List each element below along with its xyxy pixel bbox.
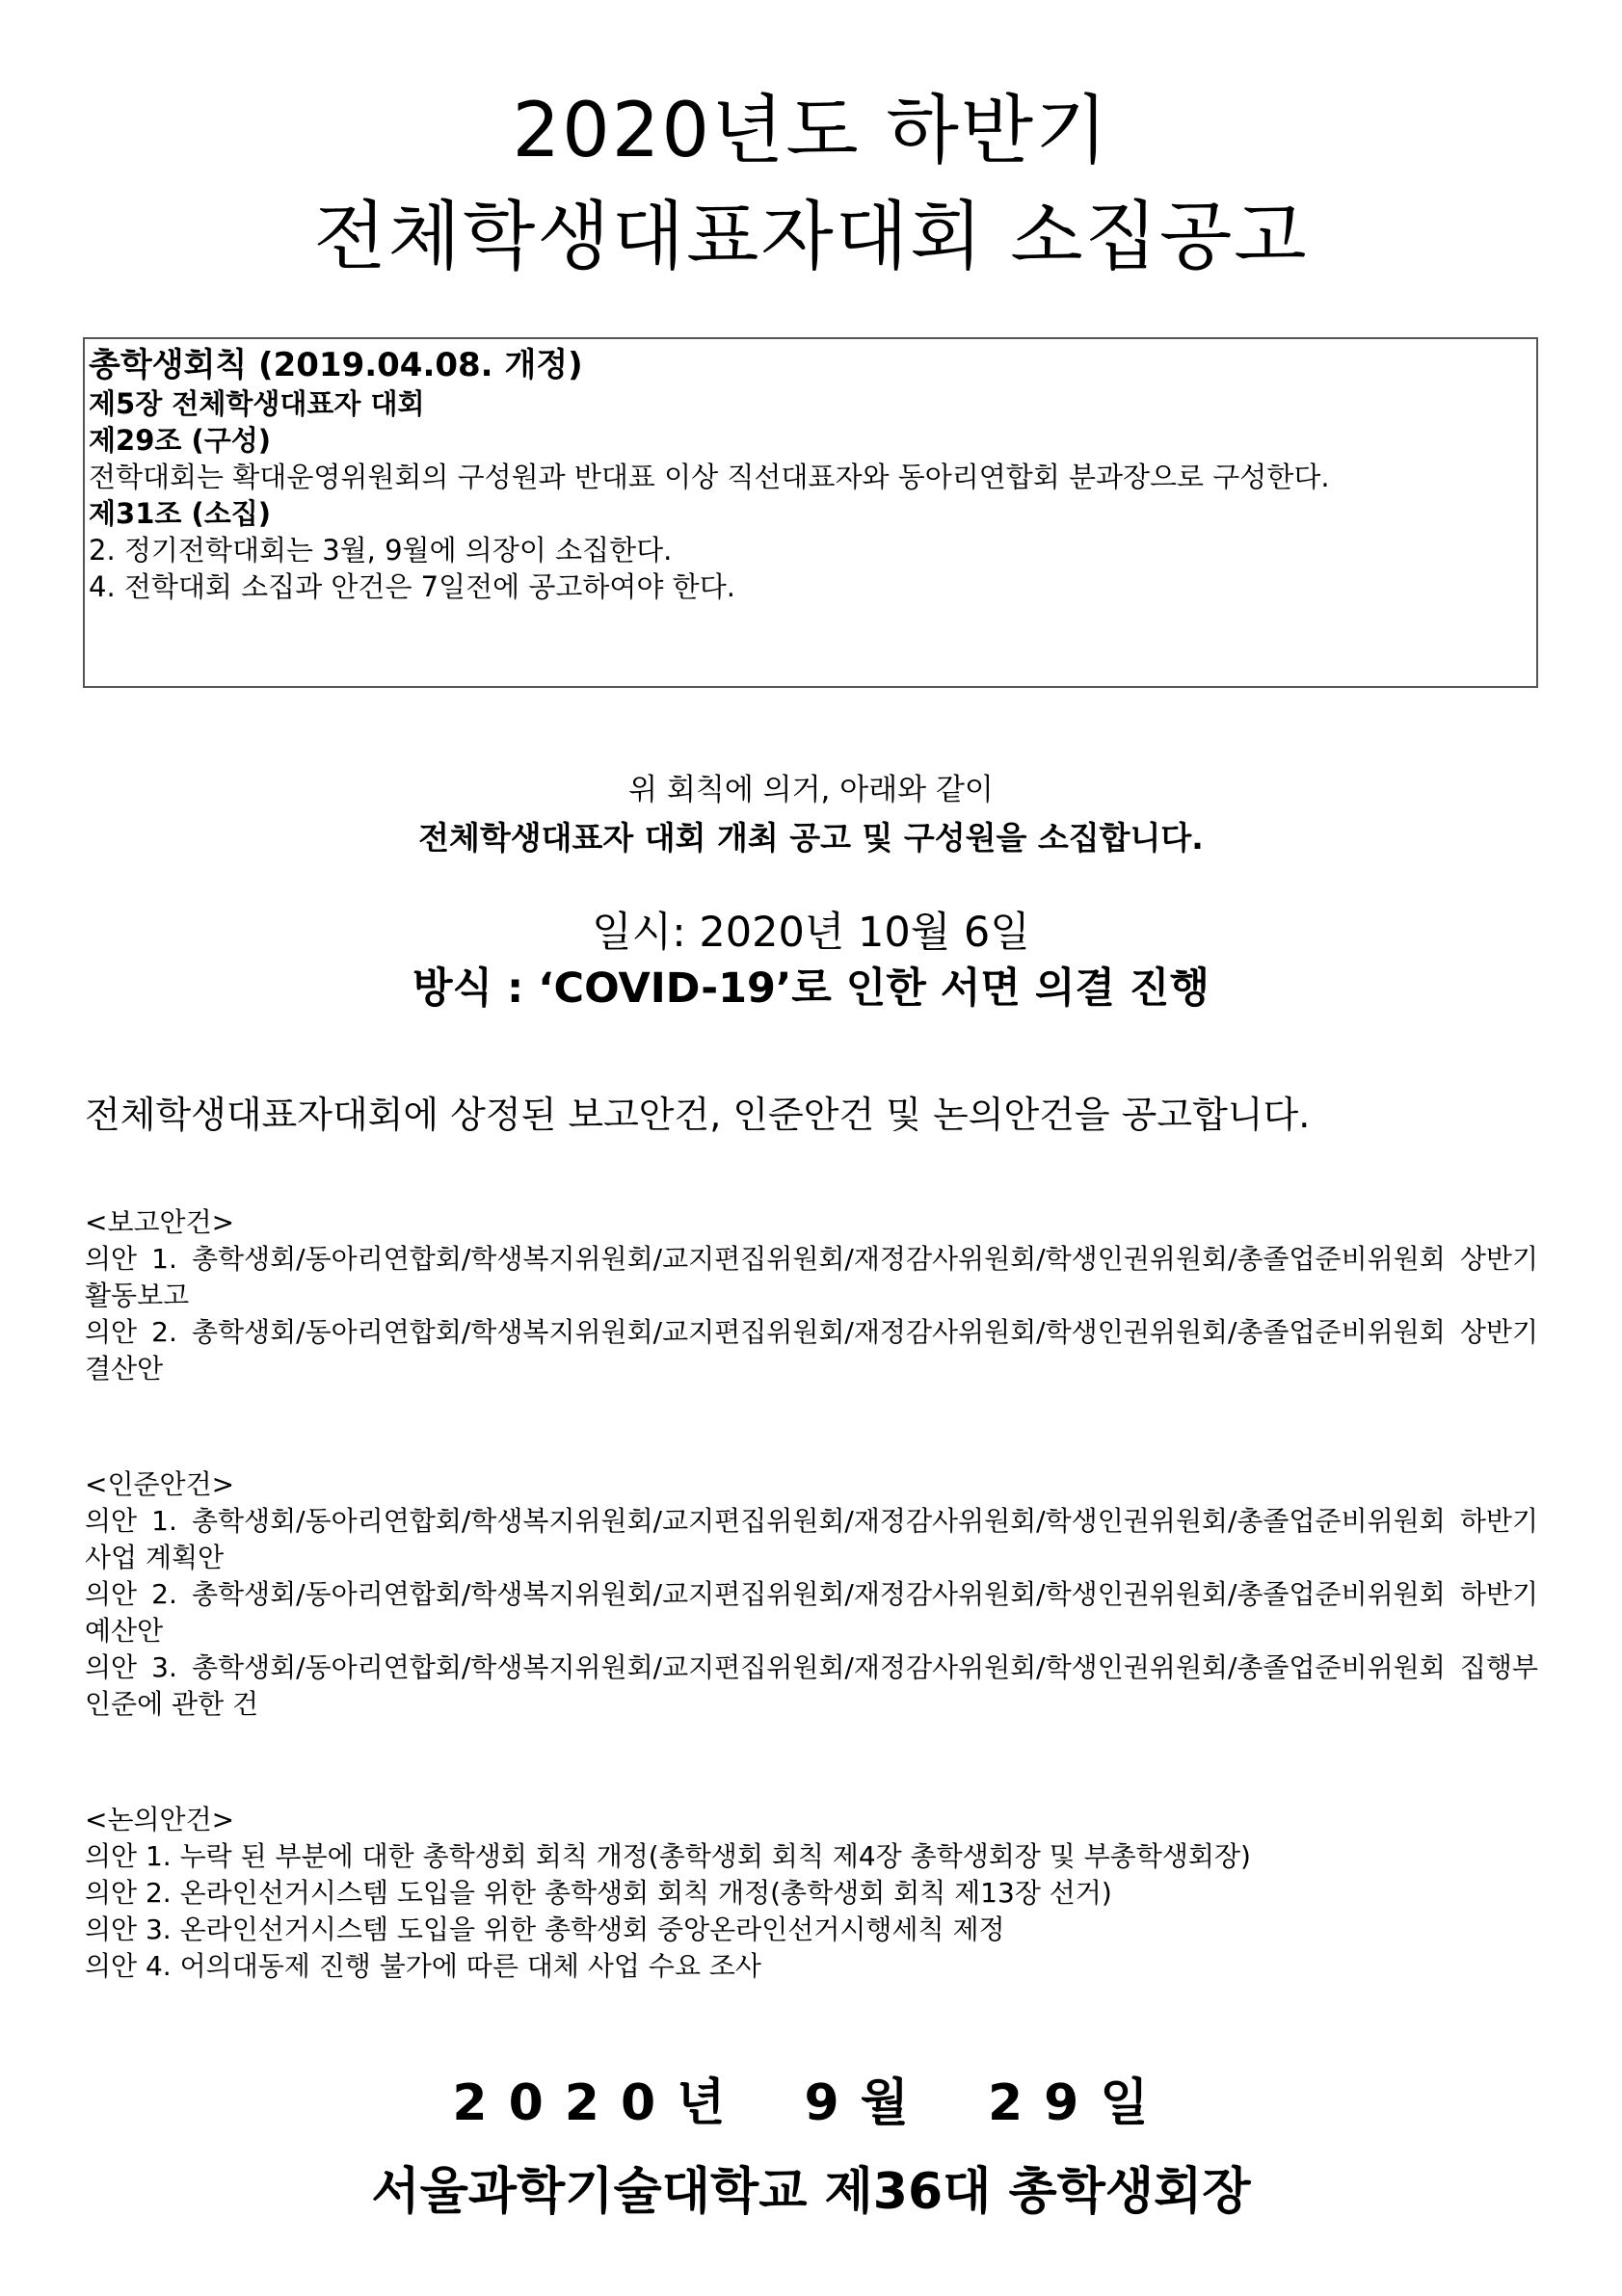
announce-text: 전체학생대표자대회에 상정된 보고안건, 인준안건 및 논의안건을 공고합니다. bbox=[85, 1094, 1311, 1136]
article29-body: 전학대회는 확대운영위원회의 구성원과 반대표 이상 직선대표자와 동아리연합회 분과장으로 구성한다. bbox=[89, 461, 1330, 493]
approve-agenda-section bbox=[85, 1466, 1538, 1723]
article29-title: 제29조 (구성) bbox=[89, 424, 272, 457]
discuss-agenda-item: 의안 4. 어의대동제 진행 불가에 따른 대체 사업 수요 조사 bbox=[85, 1950, 761, 1982]
footer-date: 2020년 9월 29일 bbox=[452, 2074, 1170, 2132]
rules-heading: 총학생회칙 (2019.04.08. 개정) bbox=[89, 346, 583, 384]
approve-agenda-item: 의안 2. 총학생회/동아리연합회/학생복지위원회/교지편집위원회/재정감사위원회/학생인권위원회/총졸업준비위원회 하반기 예산안 bbox=[85, 1578, 1538, 1647]
intro-line-1: 위 회칙에 의거, 아래와 같이 bbox=[628, 773, 994, 807]
discuss-agenda-item: 의안 2. 온라인선거시스템 도입을 위한 총학생회 회칙 개정(총학생회 회칙 제13장 선거) bbox=[85, 1877, 1112, 1909]
article31-title: 제31조 (소집) bbox=[89, 497, 272, 530]
report-agenda-item: 의안 1. 총학생회/동아리연합회/학생복지위원회/교지편집위원회/재정감사위원회/학생인권위원회/총졸업준비위원회 상반기 활동보고 bbox=[85, 1243, 1538, 1311]
article31-item-2: 2. 정기전학대회는 3월, 9월에 의장이 소집한다. bbox=[89, 534, 673, 567]
meeting-date: 일시: 2020년 10월 6일 bbox=[592, 909, 1030, 957]
discuss-agenda-heading: <논의안건> bbox=[85, 1804, 235, 1835]
discuss-agenda-section bbox=[85, 1802, 1538, 1985]
report-agenda-section bbox=[85, 1204, 1538, 1387]
footer-organization: 서울과학기술대학교 제36대 총학생회장 bbox=[371, 2163, 1251, 2221]
report-agenda-heading: <보고안건> bbox=[85, 1206, 235, 1238]
rules-chapter: 제5장 전체학생대표자 대회 bbox=[89, 387, 425, 420]
approve-agenda-item: 의안 1. 총학생회/동아리연합회/학생복지위원회/교지편집위원회/재정감사위원회/학생인권위원회/총졸업준비위원회 하반기 사업 계획안 bbox=[85, 1505, 1538, 1573]
report-agenda-item: 의안 2. 총학생회/동아리연합회/학생복지위원회/교지편집위원회/재정감사위원회/학생인권위원회/총졸업준비위원회 상반기 결산안 bbox=[85, 1316, 1538, 1385]
approve-agenda-item: 의안 3. 총학생회/동아리연합회/학생복지위원회/교지편집위원회/재정감사위원회/학생인권위원회/총졸업준비위원회 집행부 인준에 관한 건 bbox=[85, 1651, 1538, 1720]
article31-item-4: 4. 전학대회 소집과 안건은 7일전에 공고하여야 한다. bbox=[89, 570, 735, 603]
discuss-agenda-item: 의안 3. 온라인선거시스템 도입을 위한 총학생회 중앙온라인선거시행세칙 제정 bbox=[85, 1913, 1005, 1945]
intro-line-2: 전체학생대표자 대회 개최 공고 및 구성원을 소집합니다. bbox=[418, 819, 1204, 857]
meeting-method: 방식 : ‘COVID-19’로 인한 서면 의결 진행 bbox=[412, 964, 1210, 1013]
discuss-agenda-item: 의안 1. 누락 된 부분에 대한 총학생회 회칙 개정(총학생회 회칙 제4장 총학생회장 및 부총학생회장) bbox=[85, 1840, 1251, 1872]
approve-agenda-heading: <인준안건> bbox=[85, 1468, 235, 1500]
title-line-2: 전체학생대표자대회 소집공고 bbox=[313, 194, 1309, 280]
rules-box bbox=[83, 337, 1538, 688]
title-line-1: 2020년도 하반기 bbox=[512, 88, 1110, 174]
